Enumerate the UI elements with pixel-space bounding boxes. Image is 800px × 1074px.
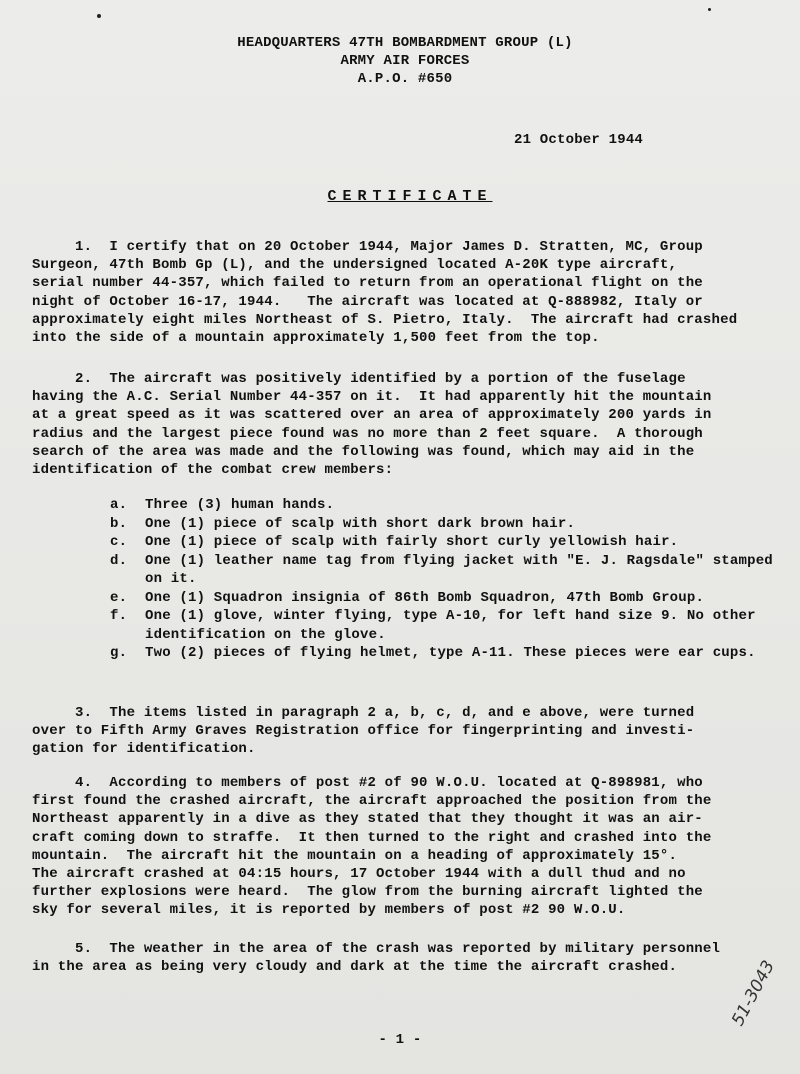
paragraph-line: over to Fifth Army Graves Registration office for fingerprinting and investi- (32, 723, 695, 740)
paragraph-line: radius and the largest piece found was no more than 2 feet square. A thorough (32, 425, 703, 442)
list-item (110, 515, 790, 534)
item-label: f. (110, 608, 128, 624)
paragraph-line: approximately eight miles Northeast of S. Pietro, Italy. The aircraft had crashed (32, 311, 738, 328)
document-date: 21 October 1944 (514, 132, 644, 148)
letterhead-service: ARMY AIR FORCES (340, 53, 470, 69)
paragraph-line: Northeast apparently in a dive as they stated that they thought it was an air- (32, 811, 703, 828)
ink-speck (97, 14, 101, 18)
page-number: - 1 - (378, 1032, 422, 1048)
paragraph-line: 3. The items listed in paragraph 2 a, b, c, d, and e above, were turned (32, 705, 695, 721)
item-text: One (1) leather name tag from flying jacket with "E. J. Ragsdale" stamped on it. (145, 552, 773, 587)
paragraph-line: serial number 44-357, which failed to return from an operational flight on the (32, 275, 703, 292)
paragraph-line: mountain. The aircraft hit the mountain on a heading of approximately 15°. (32, 847, 678, 864)
letterhead (0, 34, 800, 88)
list-item (110, 589, 790, 608)
paragraph-line: 1. I certify that on 20 October 1944, Major James D. Stratten, MC, Group (32, 239, 703, 255)
paragraph-line: night of October 16-17, 1944. The aircraft was located at Q-888982, Italy or (32, 293, 703, 310)
paragraph-line: in the area as being very cloudy and dark at the time the aircraft crashed. (32, 959, 678, 976)
item-text: One (1) piece of scalp with fairly short curly yellowish hair. (145, 534, 679, 550)
paragraph-4 (32, 774, 788, 920)
paragraph-line: gation for identification. (32, 741, 256, 758)
list-item (110, 552, 790, 589)
paragraph-line: search of the area was made and the following was found, which may aid in the (32, 443, 695, 460)
list-item (110, 533, 790, 552)
item-label: c. (110, 534, 128, 550)
item-text: One (1) Squadron insignia of 86th Bomb Squadron, 47th Bomb Group. (145, 589, 705, 606)
letterhead-unit: HEADQUARTERS 47TH BOMBARDMENT GROUP (L) (237, 35, 573, 51)
title-text: CERTIFICATE (327, 188, 493, 205)
item-label: b. (110, 515, 128, 532)
paragraph-line: Surgeon, 47th Bomb Gp (L), and the undersigned located A-20K type aircraft, (32, 257, 678, 274)
item-label: a. (110, 497, 128, 513)
item-label: d. (110, 552, 128, 569)
paragraph-5 (32, 940, 788, 976)
paragraph-line: sky for several miles, it is reported by members of post #2 90 W.O.U. (32, 902, 626, 919)
item-text: Three (3) human hands. (145, 497, 335, 513)
paragraph-line: 5. The weather in the area of the crash was reported by military personnel (32, 941, 721, 957)
item-text: One (1) piece of scalp with short dark brown hair. (145, 515, 576, 532)
paragraph-2 (32, 370, 788, 479)
letterhead-apo: A.P.O. #650 (357, 71, 453, 87)
ink-speck (708, 8, 711, 11)
paragraph-line: into the side of a mountain approximately 1,500 feet from the top. (32, 330, 600, 347)
paragraph-line: having the A.C. Serial Number 44-357 on it. It had apparently hit the mountain (32, 389, 712, 406)
paragraph-line: further explosions were heard. The glow from the burning aircraft lighted the (32, 884, 703, 901)
item-text: One (1) glove, winter flying, type A-10, for left hand size 9. No other identification on the glove. (145, 608, 756, 643)
list-item (110, 644, 790, 663)
handwritten-file-number: 51-3043 (728, 957, 780, 1030)
item-label: e. (110, 589, 128, 606)
paragraph-line: craft coming down to straffe. It then turned to the right and crashed into the (32, 829, 712, 846)
found-items-list (110, 496, 790, 663)
list-item (110, 607, 790, 644)
paragraph-line: 4. According to members of post #2 of 90 W.O.U. located at Q-898981, who (32, 775, 703, 791)
paragraph-line: at a great speed as it was scattered over an area of approximately 200 yards in (32, 407, 712, 424)
paragraph-line: 2. The aircraft was positively identified by a portion of the fuselage (32, 371, 686, 387)
list-item (110, 496, 790, 515)
document-title (0, 188, 800, 205)
paragraph-line: first found the crashed aircraft, the aircraft approached the position from the (32, 793, 712, 810)
item-text: Two (2) pieces of flying helmet, type A-11. These pieces were ear cups. (145, 645, 756, 661)
paragraph-3 (32, 704, 788, 759)
item-label: g. (110, 645, 128, 661)
paragraph-1 (32, 238, 788, 347)
paragraph-line: identification of the combat crew members: (32, 462, 394, 479)
paragraph-line: The aircraft crashed at 04:15 hours, 17 October 1944 with a dull thud and no (32, 866, 686, 883)
